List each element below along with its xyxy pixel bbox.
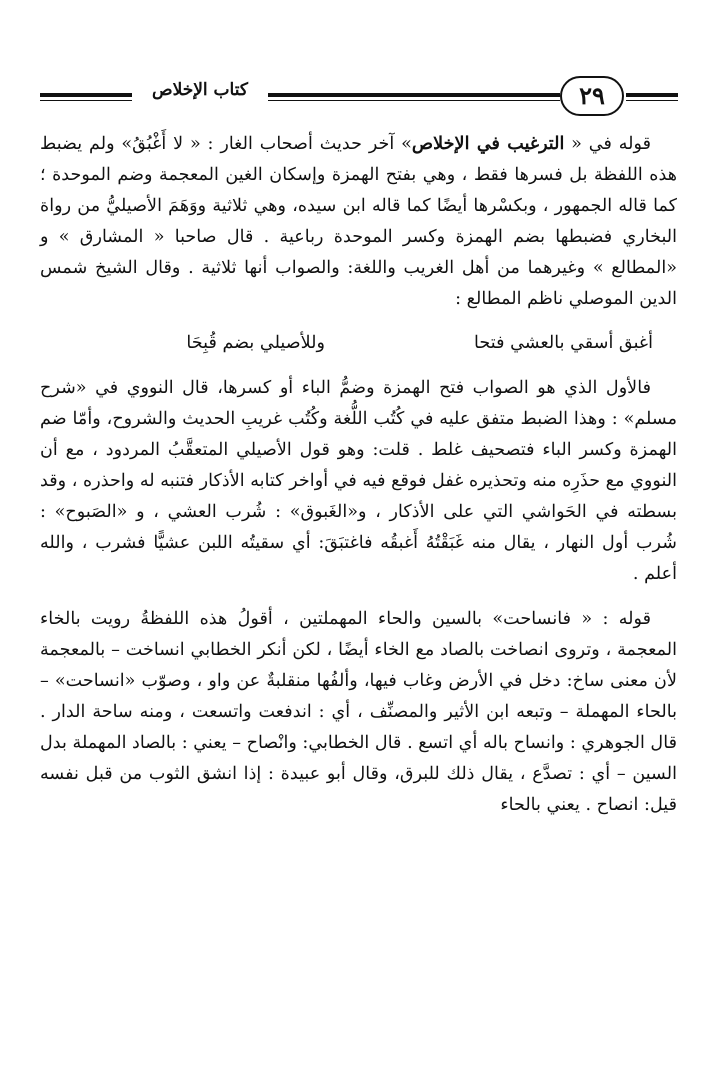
paragraph-1-lead: قوله في « bbox=[564, 134, 651, 154]
poetry-verse bbox=[40, 325, 677, 361]
header-rule-left bbox=[40, 93, 132, 101]
paragraph-1 bbox=[40, 128, 677, 315]
running-header bbox=[40, 76, 678, 122]
header-rule-right bbox=[626, 93, 678, 101]
paragraph-2: فالأول الذي هو الصواب فتح الهمزة وضمُّ الباء أو كسرها، قال النووي في «شرح مسلم» : وهذا الضبط متفق عليه في كُتُب اللُّغة وكُتُب غريبِ الحديث والشروح، وأمّا ضم الهمزة وكسر الباء فتصحيف غلط . قلت: وهو قول الأصيلي المتعقَّبُ المردود ، مع أن النووي مع حذَرِه منه وتحذيره غفل فوقع فيه في أواخر كتابه الأذكار فتنبه له واحذره ، وقد بسطته في الحَواشي التي على الأذكار ، و«الغَبوق» : شُرب العشي ، و «الصَبوح» : شُرب أول النهار ، يقال منه غَبَقْتُهُ أَغبقُه فاغتبَقَ: أي سقيتُه اللبن عشيًّا فشرب ، والله أعلم . bbox=[40, 378, 677, 584]
quoted-chapter-title: الترغيب في الإخلاص bbox=[411, 133, 565, 154]
paragraph-3: قوله : « فانساحت» بالسين والحاء المهملتين ، أقولُ هذه اللفظةُ رويت بالخاء المعجمة ، وتروى انصاخت بالصاد مع الخاء أيضًا ، لكن أنكر الخطابي انساخت – بالمعجمة لأن معنى ساخ: دخل في الأرض وغاب فيها، وألفُها منقلبةٌ عن واو ، وصوّب «انساحت» – بالحاء المهملة – وتبعه ابن الأثير والمصنِّف ، أي : اندفعت واتسعت ، ومنه ساحة الدار . قال الجوهري : وانساح باله أي اتسع . قال الخطابي: وانْصاح – يعني : بالصاد المهملة بدل السين – أي : تصدَّع ، يقال ذلك للبرق، وقال أبو عبيدة : إذا انشق الثوب من قبل نفسه قيل: انصاح . يعني بالحاء bbox=[40, 609, 677, 815]
verse-hemistich-first: أغبق أسقي بالعشي فتحا bbox=[474, 333, 653, 353]
header-rule-middle bbox=[268, 93, 560, 101]
paragraph-1-text: » آخر حديث أصحاب الغار : « لا أَغْبُقُ» ولم يضبط هذه اللفظة بل فسرها فقط ، وهي بفتح الهمزة وإسكان الغين المعجمة وضم الموحدة ؛ كما قاله الجمهور ، وبكسْرها أيضًا كما قاله ابن سيده، وهي ثلاثية ووَهَمَ الأصيليُّ من رواة البخاري فضبطها بضم الهمزة وكسر الموحدة رباعية . قال صاحبا « المشارق » و «المطالع » وغيرهما من أهل الغريب واللغة: والصواب أنها ثلاثية . وقال الشيخ شمس الدين الموصلي ناظم المطالع : bbox=[40, 134, 677, 309]
page-number: ٢٩ bbox=[560, 76, 624, 116]
book-title: كتاب الإخلاص bbox=[152, 80, 248, 100]
page-body bbox=[40, 128, 677, 821]
verse-hemistich-second: وللأصيلي بضم قُبِحَا bbox=[186, 333, 325, 353]
